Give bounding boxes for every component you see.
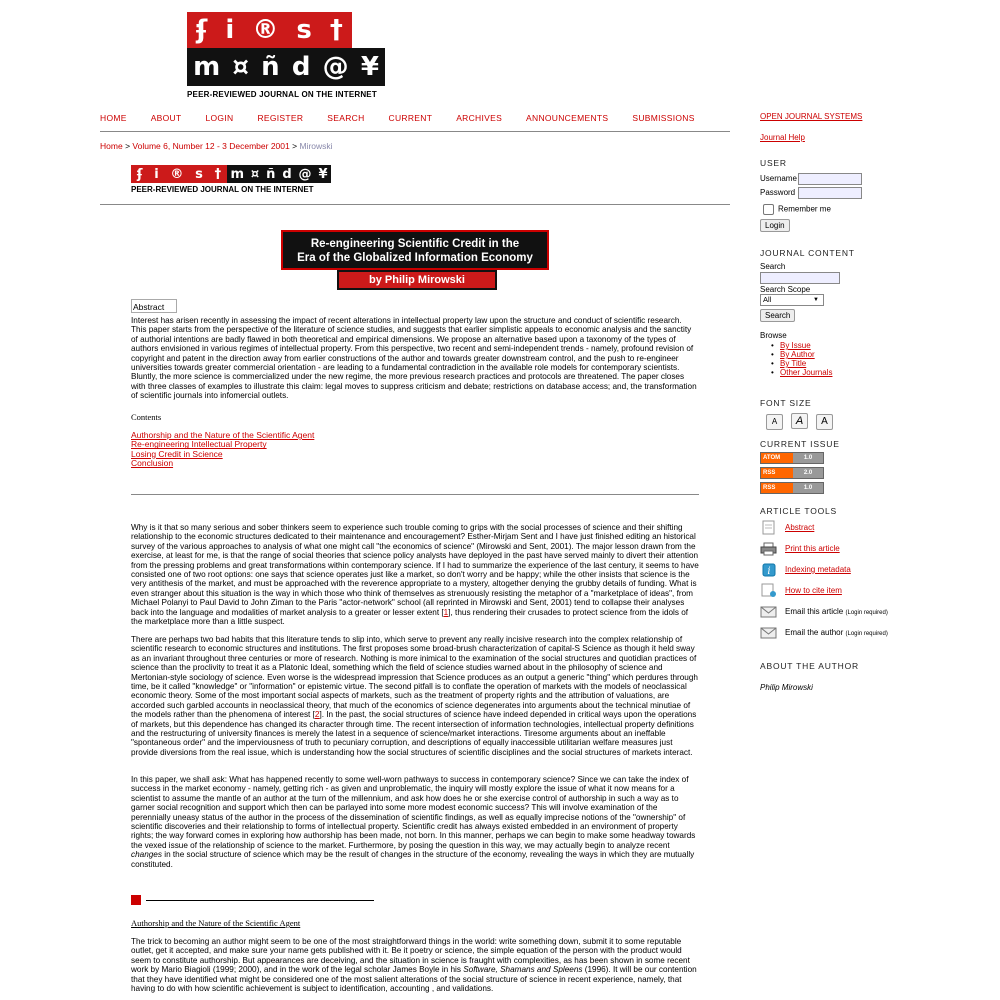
printer-icon bbox=[760, 541, 777, 556]
user-heading: USER bbox=[760, 158, 787, 168]
contents-divider bbox=[131, 494, 699, 495]
logo-glyph: m bbox=[193, 52, 221, 82]
feed-version: 2.0 bbox=[793, 468, 823, 478]
browse-by-title[interactable]: By Title bbox=[780, 359, 807, 368]
contents-link[interactable]: Authorship and the Nature of the Scientific Agent bbox=[131, 430, 315, 440]
logo-glyph: d bbox=[291, 52, 311, 82]
nav-about[interactable]: ABOUT bbox=[150, 113, 182, 123]
breadcrumb-separator: > bbox=[125, 141, 131, 151]
current-issue-heading: CURRENT ISSUE bbox=[760, 439, 840, 449]
paragraph-text: (1996). It will be our contention that they have identified what might be considered one of the most salient alterations of the social structure of science in recent experience, namely, that having to do with how scientific achievement is subject to identification, accounting , and validations. bbox=[131, 965, 697, 994]
article-author-banner: by Philip Mirowski bbox=[337, 270, 497, 290]
about-author-heading: ABOUT THE AUTHOR bbox=[760, 661, 859, 671]
feed-list bbox=[760, 452, 920, 497]
scope-row bbox=[760, 294, 920, 306]
logo-glyph: d bbox=[282, 166, 292, 182]
small-logo-tagline: PEER-REVIEWED JOURNAL ON THE INTERNET bbox=[131, 185, 314, 194]
contents-link[interactable]: Losing Credit in Science bbox=[131, 448, 223, 459]
journal-help-link[interactable] bbox=[760, 133, 920, 142]
logo-glyph: † bbox=[214, 166, 222, 182]
nav-register[interactable]: REGISTER bbox=[257, 113, 304, 123]
breadcrumb bbox=[100, 141, 333, 151]
ojs-link[interactable] bbox=[760, 112, 920, 121]
atom-feed-button[interactable] bbox=[760, 452, 824, 464]
logo-glyph: @ bbox=[322, 52, 349, 82]
paragraph-text: The trick to becoming an author might seem to be one of the most straightforward things in the world: write something down, submit it to some reputable outlet, get it accepted, and make sure your name gets published with it. Be it poetry or science, the simple equation of the person with the product would seem to constitute authorship. But appearances are deceiving, and the situation in science is fraught with complexities, as has been shown in some recent work by Mario Biagioli (1999; 2000), and in the work of the legal scholar James Boyle in his bbox=[131, 937, 690, 975]
paragraph-text: in the social structure of science which may be the result of changes in the structure of the economy, revealing the ways in which they are mutually constituted. bbox=[131, 850, 695, 869]
journal-content-heading: JOURNAL CONTENT bbox=[760, 248, 855, 258]
password-label: Password bbox=[760, 188, 796, 198]
search-button-row bbox=[760, 309, 920, 322]
paragraph-emphasis: changes bbox=[131, 850, 162, 860]
small-journal-logo bbox=[131, 165, 331, 195]
nav-home[interactable]: HOME bbox=[100, 113, 127, 123]
breadcrumb-current[interactable]: Mirowski bbox=[299, 141, 333, 151]
username-label: Username bbox=[760, 174, 797, 184]
search-scope-value: All bbox=[763, 295, 772, 304]
browse-by-issue[interactable]: By Issue bbox=[780, 341, 811, 350]
feed-name: RSS bbox=[761, 483, 793, 493]
paragraph bbox=[131, 937, 699, 993]
nav-submissions[interactable]: SUBMISSIONS bbox=[632, 113, 695, 123]
logo-glyph: s bbox=[296, 15, 312, 45]
tool-email-author[interactable] bbox=[760, 622, 920, 643]
rss1-feed-button[interactable] bbox=[760, 482, 824, 494]
remember-row bbox=[760, 204, 920, 215]
article-tools-list bbox=[760, 517, 920, 643]
breadcrumb-home[interactable]: Home bbox=[100, 141, 123, 151]
font-size-controls bbox=[766, 413, 926, 430]
logo-glyph: m bbox=[230, 166, 244, 182]
browse-by-author[interactable]: By Author bbox=[780, 350, 815, 359]
font-default-icon[interactable]: A bbox=[791, 413, 808, 429]
author-name: Philip Mirowski bbox=[760, 683, 813, 692]
feed-version: 1.0 bbox=[793, 453, 823, 463]
browse-other-journals[interactable]: Other Journals bbox=[780, 368, 833, 377]
journal-logo[interactable] bbox=[187, 12, 385, 99]
contents-link[interactable]: Re-engineering Intellectual Property bbox=[131, 439, 267, 450]
search-scope-select[interactable] bbox=[760, 294, 824, 306]
svg-text:i: i bbox=[766, 565, 771, 577]
paragraph-text: In this paper, we shall ask: What has happened recently to some well-worn pathways to success in contemporary science? Since we can take the index of success in the market economy - namely, getting rich - as given and unproblematic, the inquiry will mostly explore the issue of what it now means for a scientist to assume the mantle of an author at the turn of the millennium, and ask how does he or she exercise control of authorship in such a way as to garner social recognition and support which then can be parlayed into some more modest economic success? This will involve examination of the perennially uneasy status of the author in the process of the dissemination of scientific findings, as well as equally imprecise notions of the "ownership" of scientific discoveries and their relationship to forms of intellectual property. Scientific credit has always existed embedded in an environment of property rights; the way forward comes in exploring how authorship has been made, not born. In this manner, perhaps we can begin to make some headway towards the vexed issue of the relationship of science to the market. Furthermore, by posing the question in this way, we may actually begin to analyze recent bbox=[131, 775, 696, 850]
search-scope-label: Search Scope bbox=[760, 285, 811, 294]
username-input[interactable] bbox=[798, 173, 862, 185]
tool-label[interactable]: Print this article bbox=[785, 544, 840, 553]
nav-current[interactable]: CURRENT bbox=[388, 113, 433, 123]
tool-label-text: Email this article bbox=[785, 607, 844, 616]
logo-glyph: ʄ bbox=[196, 15, 208, 45]
font-smaller-icon[interactable]: A bbox=[766, 414, 783, 430]
abstract-image: Abstract bbox=[131, 299, 177, 313]
article-title-line: Era of the Globalized Information Economy bbox=[297, 252, 533, 264]
logo-glyph: ñ bbox=[261, 52, 280, 82]
feed-version: 1.0 bbox=[793, 483, 823, 493]
logo-glyph: s bbox=[195, 166, 203, 182]
remember-checkbox[interactable] bbox=[763, 204, 774, 215]
envelope-icon bbox=[760, 604, 777, 619]
rss2-feed-button[interactable] bbox=[760, 467, 824, 479]
search-button[interactable]: Search bbox=[760, 309, 795, 322]
logo-glyph: ® bbox=[170, 166, 184, 182]
browse-item[interactable] bbox=[771, 341, 940, 350]
cite-icon bbox=[760, 583, 777, 598]
bullet-icon: • bbox=[771, 350, 774, 359]
logo-glyph: † bbox=[329, 15, 343, 45]
section-marker bbox=[131, 895, 141, 905]
password-input[interactable] bbox=[798, 187, 862, 199]
logo-glyph: ¤ bbox=[250, 166, 260, 182]
article-tools-heading: ARTICLE TOOLS bbox=[760, 506, 838, 516]
section-heading: Authorship and the Nature of the Scientific Agent bbox=[131, 918, 301, 928]
tool-label[interactable]: Indexing metadata bbox=[785, 565, 851, 574]
small-logo-black bbox=[227, 165, 331, 183]
font-larger-icon[interactable]: A bbox=[816, 414, 833, 430]
contents-list bbox=[131, 431, 314, 469]
browse-item[interactable] bbox=[771, 359, 940, 368]
logo-bottom-row bbox=[187, 48, 385, 86]
article-title-line: Re-engineering Scientific Credit in the bbox=[310, 238, 520, 250]
logo-top-row bbox=[187, 12, 352, 48]
abstract-text: Interest has arisen recently in assessing the impact of recent alterations in intellectual property law upon the structure and conduct of scientific research. This paper starts from the perspective of the literature of science studies, and suggests that earlier simplistic appeals to economic analysis and the sanctity of authorial intentions are badly flawed in both theoretical and empirical dimensions. We propose an alternative based upon a taxonomy of the types of authors envisioned in various regimes of intellectual property. From this perspective, two recent and semi-independent trends - namely, profound revision of copyright and patent in the direction away from earlier constructions of the author and towards greater downstream control, and the push to re-engineer universities towards greater commercial orientation - are leading to a fundamental contradiction in the available role models for contemporary scientists. Bluntly, the more science is commercialized under the new regime, the more previous research practices and protocols are threatened. The paper closes with three classes of examples to illustrate this claim: legal moves to suppress criticism and debate; restrictions on database access; and, the transformation of scientific journals into infomercial outlets. bbox=[131, 316, 697, 401]
login-required-note: (Login required) bbox=[845, 610, 888, 616]
logo-tagline: PEER-REVIEWED JOURNAL ON THE INTERNET bbox=[187, 90, 377, 99]
paragraph-text: ]. In the past, the social structures of science have indeed depended in critical ways upon the operations of markets, but this dependence has changed its character through time. The recent intersection of information technologies, intellectual property definitions and the restructuring of university finances is merely the latest in a sequence of science/market interactions. Tiresome arguments about an ineffable "spontaneous order" and the imperviousness of truth to pecuniary corruption, and descriptions of equally inaccessible utilitarian welfare measures just provide diversions from the real issue, which is understanding how the social structures of scientific disciplines and the social structures of markets interact. bbox=[131, 710, 697, 757]
tool-label[interactable]: Abstract bbox=[785, 523, 815, 532]
bullet-icon: • bbox=[771, 341, 774, 350]
tool-label bbox=[785, 607, 888, 616]
logo-glyph: ® bbox=[252, 15, 279, 45]
journal-help-text[interactable]: Journal Help bbox=[760, 133, 805, 142]
login-button[interactable]: Login bbox=[760, 219, 790, 232]
logo-glyph: ¤ bbox=[232, 52, 249, 82]
password-row bbox=[760, 187, 920, 199]
login-required-note: (Login required) bbox=[845, 631, 888, 637]
main-nav bbox=[100, 113, 730, 132]
contents-heading: Contents bbox=[131, 412, 162, 422]
logo-glyph: ñ bbox=[266, 166, 276, 182]
tool-abstract[interactable] bbox=[760, 517, 920, 538]
tool-print[interactable] bbox=[760, 538, 920, 559]
breadcrumb-separator: > bbox=[292, 141, 298, 151]
browse-label: Browse bbox=[760, 331, 787, 340]
article-title-banner bbox=[281, 230, 549, 290]
chevron-down-icon: ▼ bbox=[813, 297, 819, 303]
logo-glyph: @ bbox=[298, 166, 312, 182]
paragraph-emphasis: Software, Shamans and Spleens bbox=[463, 965, 583, 975]
article-title bbox=[281, 230, 549, 270]
remember-label: Remember me bbox=[778, 204, 831, 214]
tool-label[interactable]: How to cite item bbox=[785, 586, 842, 595]
small-logo-red bbox=[131, 165, 227, 183]
login-row bbox=[760, 219, 920, 232]
paragraph-text: Why is it that so many serious and sober thinkers seem to experience such trouble coming to grips with the social processes of science and their shifting relationship to the economic structures dedicated to their maintenance and encouragement? Esther-Mirjam Sent and I have just finished editing an historical survey of the various approaches to analysis of what one might call "the economics of science" (Mirowski and Sent, 2001). The major lesson drawn from the exercise, at least for me, is that the range of social theories that science policy analysts have deployed in the past have served mainly to divert their attention from the pressing problems and great transformations within contemporary science. If I had to summarize the experience of the last century, it seems to have consisted one of two root options: one says that science operates just like a market, so don't worry and be happy; while the other insists that science is the very antithesis of the market, and must be approached with the reverence appropriate to a mystery, altogether denying the grubby details of funding. What is even stranger about this situation is the way in which those who think of themselves as strenuously resisting the metaphor of a "marketplace of ideas", from Michael Polanyi to Paul David to John Ziman to the Paris "actor-network" school (all reprinted in Mirowski and Sent, 2001) tend to collapse their analyses back into the language and modalities of market analysis to a greater or lesser extent [ bbox=[131, 523, 699, 617]
header-divider bbox=[100, 204, 730, 205]
tool-indexing[interactable] bbox=[760, 559, 920, 580]
ojs-link-text[interactable]: OPEN JOURNAL SYSTEMS bbox=[760, 112, 863, 121]
paragraph bbox=[131, 635, 699, 757]
paragraph-text: There are perhaps two bad habits that this literature tends to slip into, which serve to prevent any really incisive research into the complex relationship of scientific research to economic structures and institutions. The first proposes some broad-brush characterization of capital-S Science as though it held sway as an invariant throughout three centuries or more of research. Nothing is more inimical to the examination of the social structures and quotidian practices of science than the proclivity to treat it as a Platonic Ideal, something which the field of science studies warned about in the philosophy of science and Mertonian-style sociology of science. Even worse is the widespread impression that Science produces as an output a generic "thing" which perdures through time, be it called "knowledge" or "information" or epistemic virtue. The second pitfall is to conflate the operation of markets with the models of neoclassical economic theory. Some of the most important social aspects of markets, such as the treatment of property rights and the attribution of valuations, are accorded such garbled accounts in neoclassical theory, that much of the economics of science degenerates into arguments about the technical minutiae of the models rather than the phenomena of interest [ bbox=[131, 635, 698, 720]
browse-item[interactable] bbox=[771, 368, 940, 377]
breadcrumb-issue[interactable]: Volume 6, Number 12 - 3 December 2001 bbox=[132, 141, 290, 151]
search-row bbox=[760, 272, 920, 284]
nav-login[interactable]: LOGIN bbox=[205, 113, 234, 123]
font-size-heading: FONT SIZE bbox=[760, 398, 812, 408]
logo-glyph: ʄ bbox=[136, 166, 143, 182]
search-label: Search bbox=[760, 262, 786, 271]
info-icon bbox=[760, 562, 777, 577]
paragraph bbox=[131, 523, 699, 626]
tool-label-text: Email the author bbox=[785, 628, 844, 637]
browse-list bbox=[771, 341, 940, 377]
feed-name: RSS bbox=[761, 468, 793, 478]
bullet-icon: • bbox=[771, 359, 774, 368]
footnote-link[interactable]: 2 bbox=[314, 710, 320, 720]
tool-label bbox=[785, 628, 888, 637]
tool-cite[interactable] bbox=[760, 580, 920, 601]
logo-glyph: i bbox=[154, 166, 159, 182]
nav-search[interactable]: SEARCH bbox=[327, 113, 365, 123]
tool-email-article[interactable] bbox=[760, 601, 920, 622]
contents-link[interactable]: Conclusion bbox=[131, 458, 174, 469]
username-row bbox=[760, 173, 920, 185]
nav-announcements[interactable]: ANNOUNCEMENTS bbox=[526, 113, 609, 123]
paragraph-text: ], thus rendering their crusades to protect science from the idols of the marketplace more than a little suspect. bbox=[131, 607, 689, 627]
nav-archives[interactable]: ARCHIVES bbox=[456, 113, 503, 123]
envelope-icon bbox=[760, 625, 777, 640]
paragraph bbox=[131, 775, 699, 869]
feed-name: ATOM bbox=[761, 453, 793, 463]
logo-glyph: ¥ bbox=[318, 166, 328, 182]
document-icon bbox=[760, 520, 777, 535]
footnote-link[interactable]: 1 bbox=[443, 607, 449, 617]
logo-glyph: ¥ bbox=[360, 52, 379, 82]
browse-item[interactable] bbox=[771, 350, 940, 359]
search-input[interactable] bbox=[760, 272, 840, 284]
logo-glyph: i bbox=[225, 15, 235, 45]
bullet-icon: • bbox=[771, 368, 774, 377]
section-rule bbox=[146, 900, 374, 901]
